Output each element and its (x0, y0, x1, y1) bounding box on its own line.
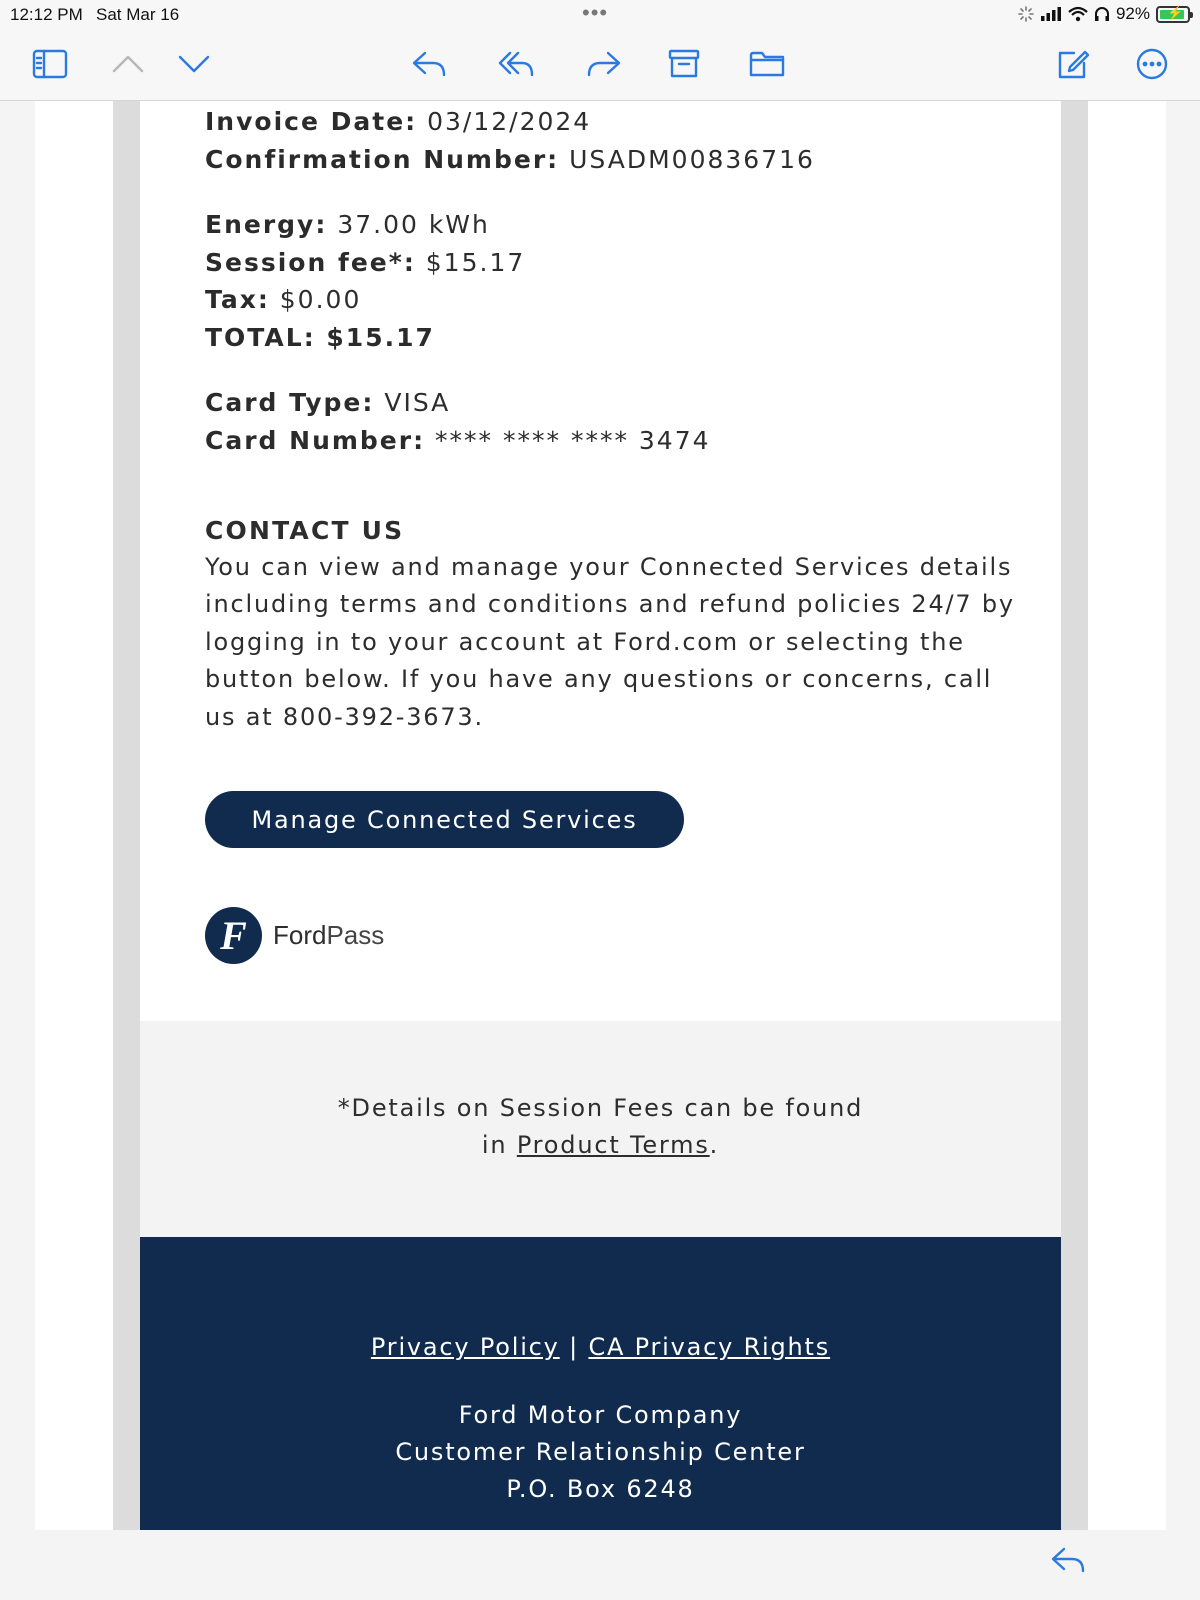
energy-value: 37.00 kWh (337, 210, 490, 239)
email-gutter-left (113, 101, 140, 1530)
headphones-icon (1094, 6, 1110, 22)
activity-spinner-icon (1018, 6, 1034, 22)
fordpass-logo: F (205, 907, 262, 964)
battery-icon: ⚡ (1156, 6, 1190, 23)
bottom-bar (0, 1530, 1200, 1600)
archive-icon[interactable] (664, 46, 704, 82)
tax-label: Tax: (205, 285, 270, 314)
compose-icon[interactable] (1052, 46, 1092, 82)
card-number-label: Card Number: (205, 425, 426, 455)
contact-body: You can view and manage your Connected Services details including terms and conditions and refund policies 24/7 by logging in to your account at Ford.com or selecting the button below. If you have any questions or concerns, call us at 800-392-3673. (205, 553, 1015, 731)
confirmation-row (205, 141, 1025, 179)
card-number-value: **** **** **** 3474 (435, 425, 711, 455)
session-fee-note (140, 1021, 1061, 1237)
session-fee-row (205, 244, 1025, 282)
wifi-icon (1068, 6, 1088, 22)
status-date: Sat Mar 16 (96, 5, 180, 24)
status-bar (0, 0, 1200, 30)
email-viewport[interactable] (35, 101, 1166, 1530)
invoice-date-value: 03/12/2024 (427, 107, 592, 136)
more-icon[interactable] (1132, 46, 1172, 82)
footer-links (140, 1333, 1061, 1361)
address-line: Customer Relationship Center (395, 1438, 806, 1466)
invoice-date-label: Invoice Date: (205, 107, 418, 136)
card-number-row (205, 422, 1025, 460)
note-suffix: . (709, 1131, 720, 1160)
cellular-signal-icon (1040, 6, 1062, 22)
reply-icon[interactable] (409, 46, 449, 82)
total-label: TOTAL: $15.17 (205, 322, 435, 352)
fordpass-wordmark (273, 920, 384, 951)
session-fee-label: Session fee*: (205, 247, 416, 277)
invoice-date-row (205, 103, 1025, 141)
chevron-down-icon[interactable] (174, 46, 214, 82)
card-type-row (205, 384, 1025, 422)
forward-icon[interactable] (584, 46, 624, 82)
card-type-value: VISA (384, 388, 451, 417)
email-gutter-right (1061, 101, 1088, 1530)
confirmation-value: USADM00836716 (569, 144, 815, 174)
fordpass-wordmark-pass: Pass (326, 919, 385, 950)
status-indicators (1018, 4, 1190, 24)
status-time: 12:12 PM (10, 5, 83, 24)
energy-row (205, 206, 1025, 244)
fordpass-wordmark-ford: Ford (273, 919, 327, 950)
email-footer (140, 1237, 1061, 1530)
note-prefix: in (481, 1131, 517, 1160)
multitasking-dots-icon[interactable]: ••• (582, 0, 609, 25)
footer-separator: | (559, 1333, 589, 1361)
chevron-up-icon[interactable] (108, 46, 148, 82)
energy-label: Energy: (205, 210, 328, 239)
battery-percent: 92% (1115, 4, 1150, 23)
note-line2 (140, 1127, 1061, 1164)
session-fee-value: $15.17 (425, 247, 526, 277)
card-type-label: Card Type: (205, 388, 375, 417)
manage-connected-services-button[interactable]: Manage Connected Services (205, 791, 684, 848)
tax-value: $0.00 (279, 285, 362, 314)
product-terms-link[interactable]: Product Terms (516, 1131, 710, 1160)
mail-toolbar (0, 30, 1200, 101)
reply-icon[interactable] (1048, 1542, 1088, 1578)
confirmation-label: Confirmation Number: (205, 144, 560, 174)
privacy-policy-link[interactable]: Privacy Policy (370, 1333, 560, 1361)
folder-icon[interactable] (747, 46, 787, 82)
contact-title: CONTACT US (205, 516, 405, 545)
invoice-details (205, 101, 1025, 736)
address-line: Ford Motor Company (458, 1401, 743, 1429)
footer-address (140, 1397, 1061, 1508)
note-line1: *Details on Session Fees can be found (337, 1094, 864, 1122)
total-row (205, 319, 1025, 357)
fordpass-brand (205, 905, 384, 965)
session-fee-note-text (140, 1090, 1061, 1165)
reply-all-icon[interactable] (496, 46, 536, 82)
email-body (140, 101, 1061, 1530)
ca-privacy-rights-link[interactable]: CA Privacy Rights (588, 1333, 831, 1361)
sidebar-icon[interactable] (30, 46, 70, 82)
tax-row (205, 281, 1025, 319)
address-line: P.O. Box 6248 (506, 1475, 695, 1503)
